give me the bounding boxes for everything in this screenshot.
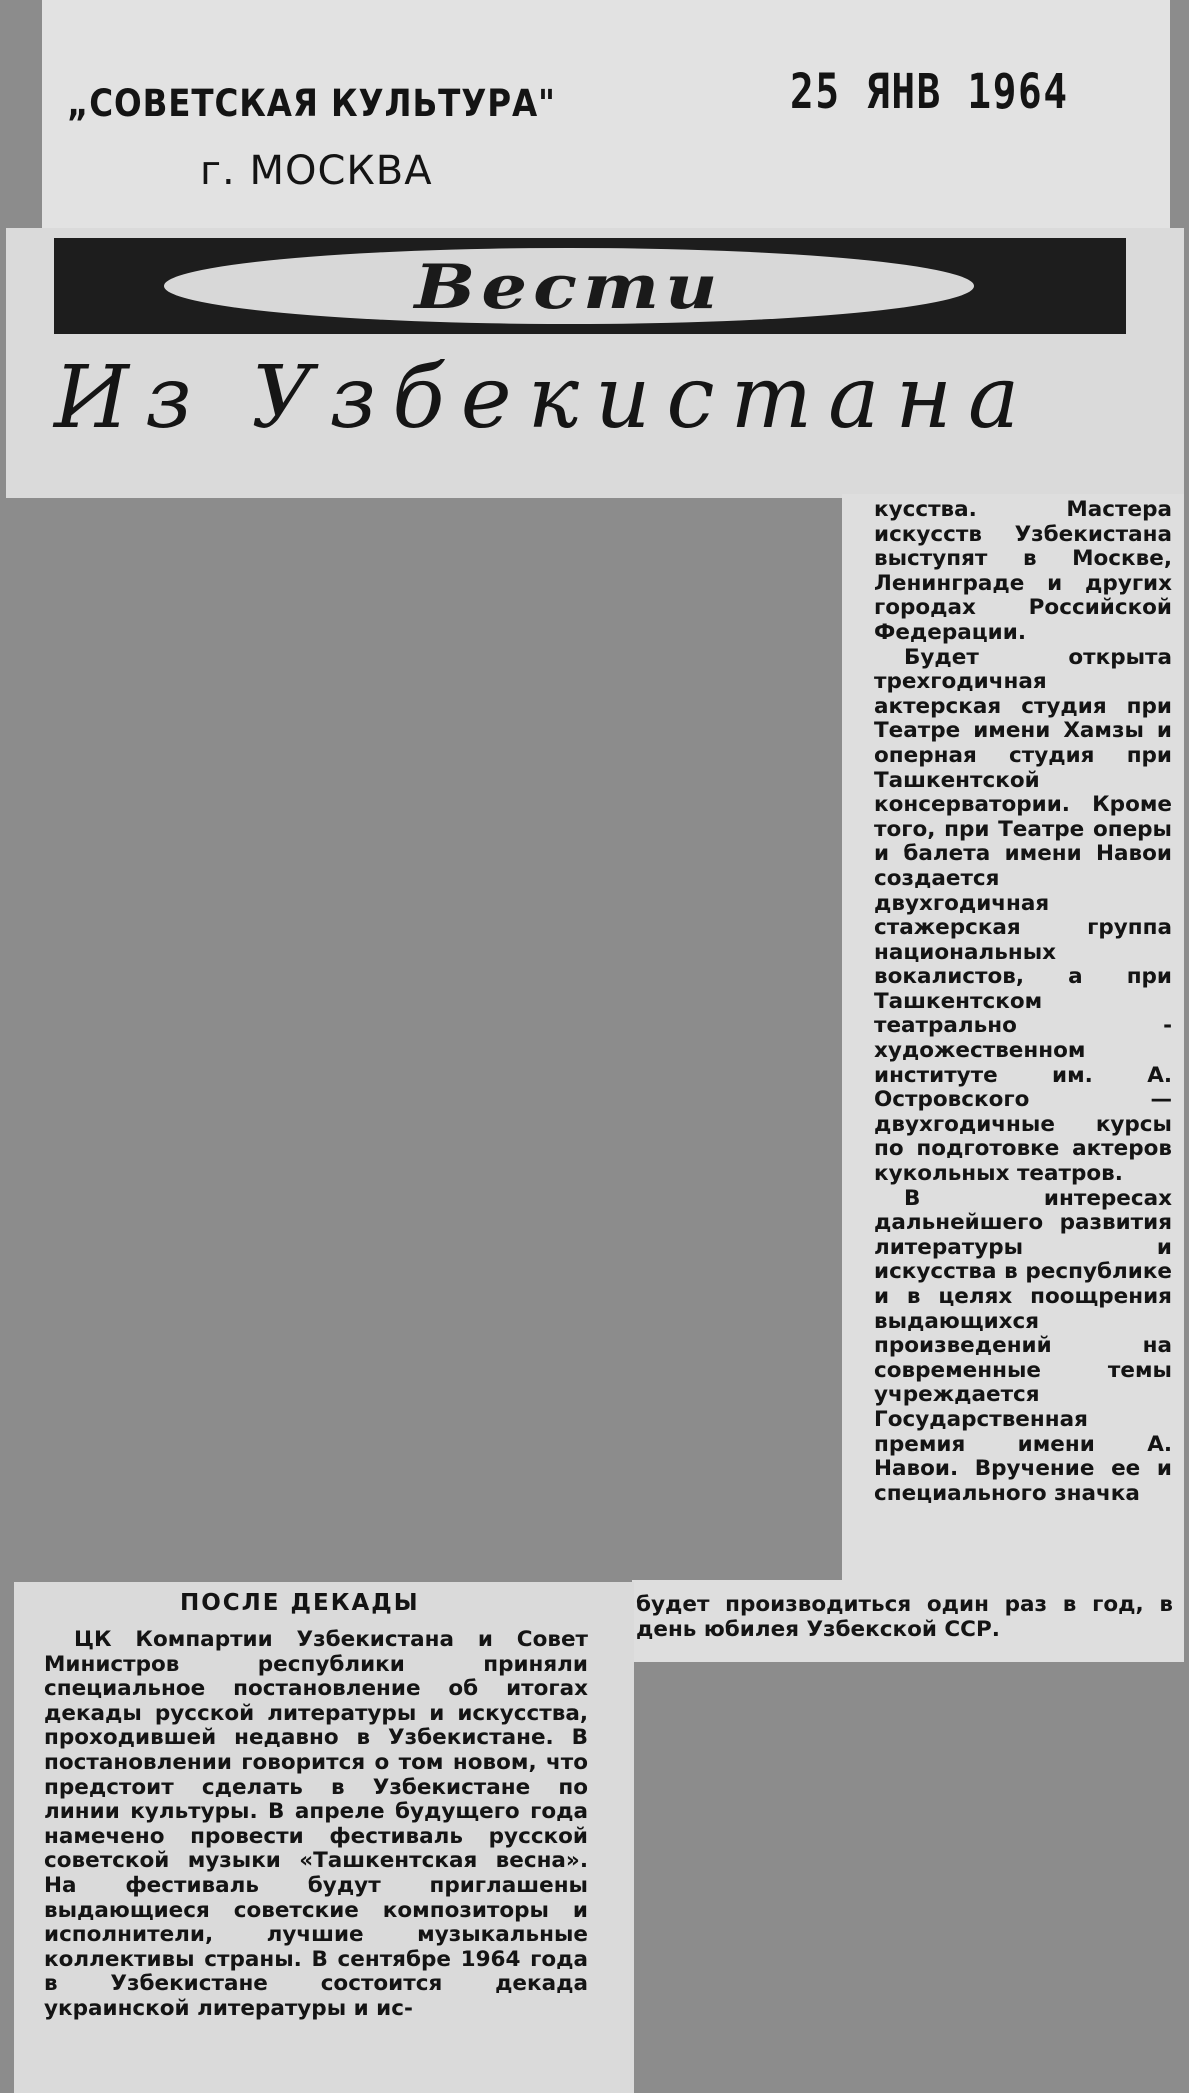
paragraph: Будет открыта трехгодичная актерская студия при Театре имени Хамзы и оперная студия при Ташкентской консерватории. Кроме того, при Театре оперы и балета имени Навои создается двухгодичная стажерская группа национальных вокалистов, а при Ташкентском театрально - художественном институте им. А. Островского — двухгодичные курсы по подготовке актеров кукольных театров.	[874, 644, 1172, 1187]
rubric-banner	[54, 238, 1126, 334]
source-stamp	[42, 0, 1170, 228]
continuation-text: будет производиться один раз в год, в день юбилея Узбекской ССР.	[636, 1592, 1173, 1642]
clipping-date: 25 ЯНВ 1964	[790, 64, 1069, 120]
rubric-oval	[164, 248, 974, 324]
paragraph: кусства. Мастера искусств Узбекистана выступят в Москве, Ленинграде и других городах Российской Федерации.	[874, 497, 1172, 645]
article-header	[6, 228, 1184, 498]
left-column-text: ЦК Компартии Узбекистана и Совет Министров республики приняли специальное постановление об итогах декады русской литературы и искусства, проходившей недавно в Узбекистане. В постановлении говорится о том новом, что предстоит сделать в Узбекистане по линии культуры. В апреле будущего года намечено провести фестиваль русской советской музыки «Ташкентская весна». На фестиваль будут приглашены выдающиеся советские композиторы и исполнители, лучшие музыкальные коллективы страны. В сентябре 1964 года в Узбекистане состоится декада украинской литературы и ис-	[44, 1627, 588, 2021]
newspaper-city: г. МОСКВА	[200, 148, 433, 194]
section-title: ПОСЛЕ ДЕКАДЫ	[180, 1590, 420, 1616]
newspaper-name: „СОВЕТСКАЯ КУЛЬТУРА"	[67, 82, 556, 125]
right-column-text	[874, 498, 1172, 1506]
rubric-title: Вести	[414, 250, 724, 323]
paragraph: В интересах дальнейшего развития литературы и искусства в республике и в целях поощрения выдающихся произведений на современные темы учреждается Государственная премия имени А. Навои. Вручение ее и специального значка	[874, 1185, 1172, 1506]
article-headline: Из Узбекистана	[54, 348, 1036, 448]
